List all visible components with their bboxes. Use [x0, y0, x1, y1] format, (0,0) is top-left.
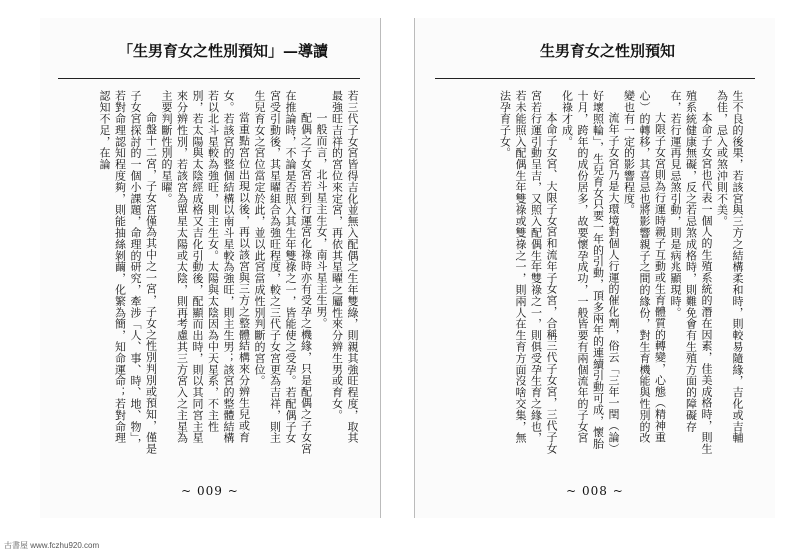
- page-number: ~ 008 ~: [566, 484, 624, 498]
- paragraph: 本命子女宮、大限子女宮和流年子女宮，合稱三代子女宮，三代子女宮若行運引動呈吉，又照入配偶生年雙祿之一，則俱受孕生育之緣也，若未能照入配偶生年雙祿或雙祿之一，則兩人在生育方面沒啥交集，無法孕育子女。: [498, 90, 558, 454]
- page-header: 「生男育女之性別預知」—導讀: [118, 42, 329, 60]
- paragraph: 當重點宮位出現以後，再以該宮與三方之整體結構來分辨生兒或育女。若該宮的整個結構以南斗星較為強旺，則主生男；該宮的整體結構若以北斗星較為強旺，則主生女。太陽與太陰因為中天星系，不主性別，若太陽與太陰經成格又吉化引動後，配顯而出時，則以其同宮主星來分辨性別，若該宮為單星太陽或太陰，則再考慮其三方宮入之主星為主要判斷性別的星曜。: [160, 90, 251, 444]
- paragraph: 一般而言，北斗星主生女，南斗星主生男。: [315, 112, 328, 329]
- right-page: [414, 18, 775, 518]
- paragraph: 若三代子女宮皆得吉化並無入配偶之生年雙綠，則親其強旺程度，取其最強旺吉祥的宮位來定宮，再依其星曜之屬性來分辨生男或育女。: [330, 90, 359, 444]
- paragraph: 配偶之子女宮若到行運宮化祿時亦有受孕之機緣，只是配偶之子女宮在推論時，不論是否照入其生年雙祿之一，皆能使之受孕。若配偶子女宮受引動後，其星曜組合為強旺程度，較之三代子女宮更為吉祥，則主生兒育女之宮位當定於此，並以此宮當成性別判斷的宮位。: [253, 90, 313, 454]
- page-header: 生男育女之性別預知: [540, 42, 676, 60]
- paragraph: 生不良的後果，若該宮與三方之結構柔和時，則較易隨緣，吉化或吉輔為佳，忌入或煞沖則不美。: [715, 90, 744, 444]
- header-rule: [435, 78, 755, 79]
- header-rule: [58, 78, 360, 79]
- watermark-text: 古書屋 www.fczhu920.com: [4, 541, 100, 550]
- body-text: [435, 90, 745, 454]
- paragraph: 大限子女宮則為行運時親子互動或生育體質的轉變，心態（精神重心）的轉移，其喜忌也將影響親子之間的緣份，對生育機能與性別的改變也有一定的影響程度。: [622, 90, 667, 444]
- page-number: ~ 009 ~: [181, 484, 239, 498]
- paragraph: 命盤十二宮，子女宮僅為其中之一宮，子女之性別判別或預知，僅是子女宮探討的一個小課題，命理的研究，牽涉「人、事、時、地、物」，若對命理認知程度夠，則能抽絲剝繭，化繁為簡，知命運命；若對命理認知不足，在論: [98, 90, 158, 454]
- paragraph: 本命子女宮也代表一個人的生殖系統的潛在因素，佳美成格時，則生殖系統健康無礙，反之若忌煞成格時，則難免會有生殖方面的障礙存在，若行運再見忌煞引動，則是病兆顯現時。: [669, 90, 713, 454]
- paragraph: 流年子女宮乃是大環境對個人行運的催化劑，俗云「三年一閏（論）好壞照輪」，生兒育女只要一年的引動，頂多兩年的連續引動可成，懷胎十月，跨年的成份居多，故要懷孕成功，一般皆要有兩個流年的子女宮化祿才成。: [560, 90, 620, 454]
- body-text: [68, 90, 360, 454]
- left-page: [40, 18, 381, 518]
